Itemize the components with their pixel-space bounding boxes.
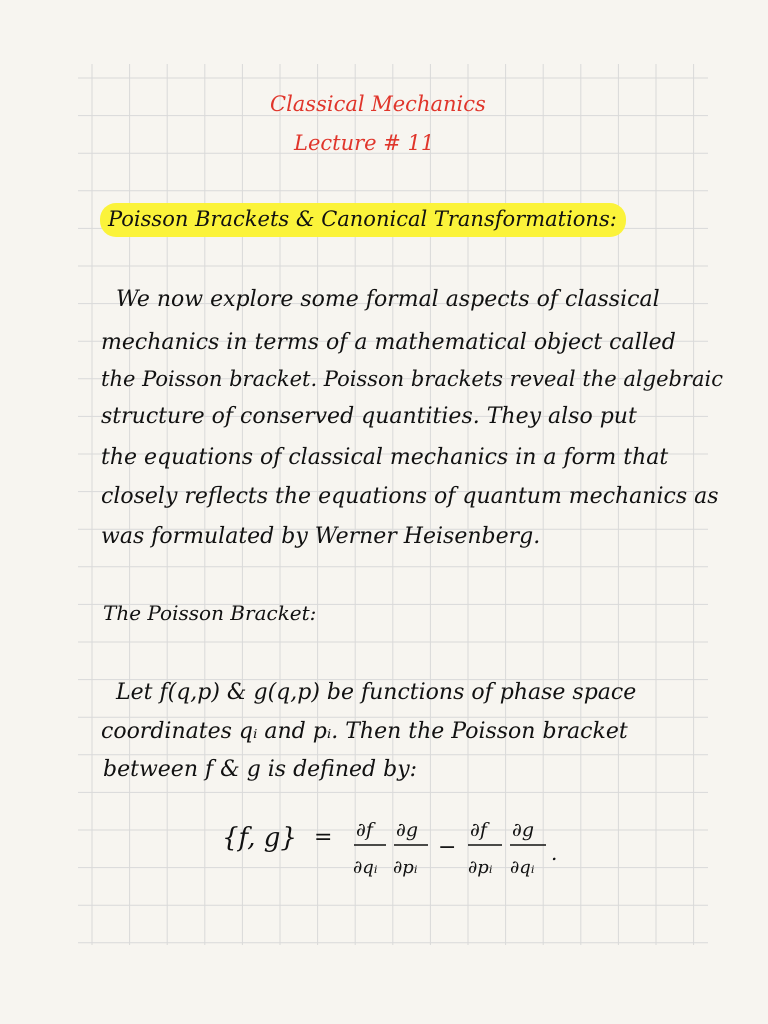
formula-denominator: ∂pᵢ <box>468 857 493 878</box>
paragraph-line: structure of conserved quantities. They also put <box>101 404 637 429</box>
paragraph-line: mechanics in terms of a mathematical object called <box>101 330 676 355</box>
poisson-bracket-formula <box>218 812 578 892</box>
paragraph-line: closely reflects the equations of quantum mechanics as <box>101 484 719 509</box>
paragraph-line: the Poisson bracket. Poisson brackets reveal the algebraic <box>101 367 723 391</box>
paragraph-line: We now explore some formal aspects of classical <box>116 287 660 312</box>
page-title: Classical Mechanics <box>270 92 486 116</box>
formula-minus: − <box>438 835 457 860</box>
paragraph-line: coordinates qᵢ and pᵢ. Then the Poisson bracket <box>101 719 628 744</box>
formula-lhs: {f, g} <box>222 823 297 853</box>
paragraph-line: was formulated by Werner Heisenberg. <box>101 524 541 549</box>
formula-numerator: ∂f <box>356 819 373 841</box>
formula-numerator: ∂f <box>470 819 487 841</box>
paragraph-line: Let f(q,p) & g(q,p) be functions of phase space <box>116 680 637 705</box>
formula-numerator: ∂g <box>396 819 418 841</box>
formula-denominator: ∂qᵢ <box>510 857 535 878</box>
formula-denominator: ∂qᵢ <box>353 857 378 878</box>
formula-period: . <box>551 841 558 865</box>
subheading: The Poisson Bracket: <box>103 601 317 625</box>
formula-equals: = <box>314 825 333 850</box>
paragraph-line: between f & g is defined by: <box>103 757 418 782</box>
formula-denominator: ∂pᵢ <box>393 857 418 878</box>
formula-numerator: ∂g <box>512 819 534 841</box>
section-heading: Poisson Brackets & Canonical Transformations: <box>108 207 617 231</box>
lecture-number: Lecture # 11 <box>294 131 435 155</box>
paragraph-line: the equations of classical mechanics in a form that <box>101 445 669 470</box>
